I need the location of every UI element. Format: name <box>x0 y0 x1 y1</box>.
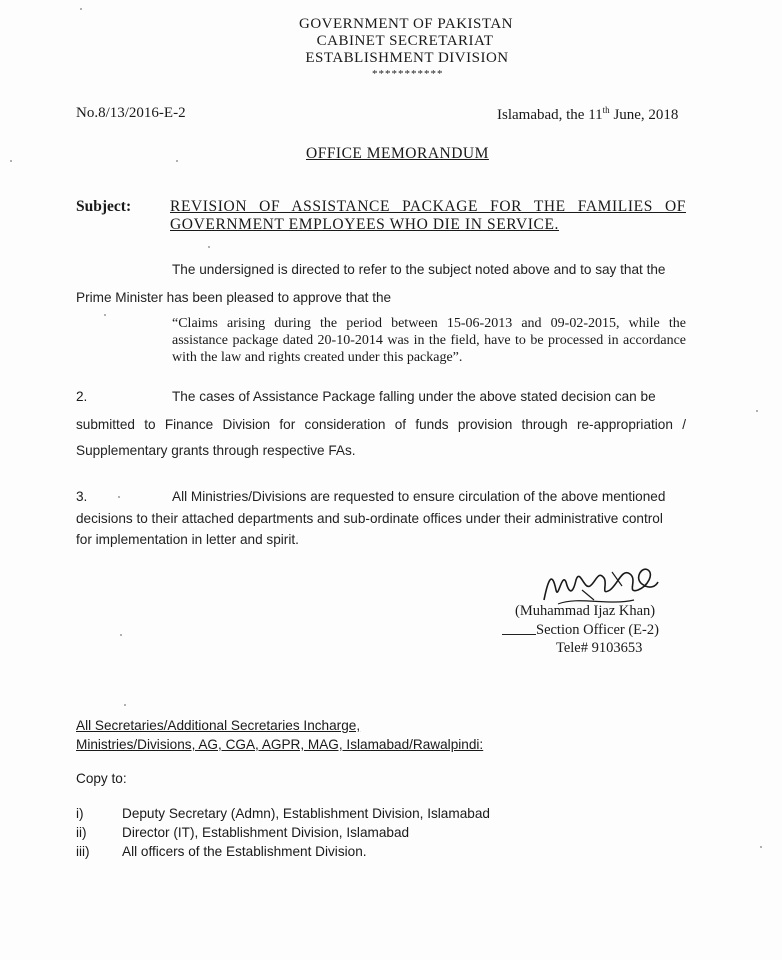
scan-speck <box>104 314 106 316</box>
scan-speck <box>760 846 762 848</box>
para2-line1: The cases of Assistance Package falling under the above stated decision can be <box>172 389 656 404</box>
scan-speck <box>80 8 82 10</box>
para3-number: 3. <box>76 489 88 504</box>
copy-item-number: i) <box>76 806 84 821</box>
reference-number: No.8/13/2016-E-2 <box>76 105 186 121</box>
date-sup: th <box>602 105 610 115</box>
scan-speck <box>118 496 120 498</box>
copy-item-text: Director (IT), Establishment Division, Islamabad <box>122 825 410 840</box>
scan-speck <box>10 160 12 162</box>
memo-date <box>497 105 678 124</box>
header-stars: *********** <box>372 68 444 80</box>
copy-to-label: Copy to: <box>76 771 127 786</box>
header-division: ESTABLISHMENT DIVISION <box>305 50 509 66</box>
scan-speck <box>756 410 758 412</box>
memo-title: OFFICE MEMORANDUM <box>306 145 489 162</box>
subject-label: Subject: <box>76 198 132 215</box>
date-suffix: June, 2018 <box>609 107 679 123</box>
para1-line2: Prime Minister has been pleased to approve that the <box>76 290 392 305</box>
para1-quote: “Claims arising during the period between 15-06-2013 and 09-02-2015, while the assistance package dated 20-10-2014 was in the field, have to be processed in accordance with the law and rights created under this package”. <box>172 316 686 365</box>
header-cabinet: CABINET SECRETARIAT <box>316 33 494 49</box>
scan-speck <box>176 160 178 162</box>
signature-underline <box>502 634 536 635</box>
para2-number: 2. <box>76 389 88 404</box>
copy-item-number: ii) <box>76 825 87 840</box>
header-government: GOVERNMENT OF PAKISTAN <box>299 16 513 32</box>
para3-line3: for implementation in letter and spirit. <box>76 532 299 547</box>
signatory-designation: Section Officer (E-2) <box>536 622 659 638</box>
addressees-line1: All Secretaries/Additional Secretaries Incharge, <box>76 718 361 733</box>
para2-line2: submitted to Finance Division for consideration of funds provision through re-appropriation / <box>76 417 686 432</box>
scan-speck <box>120 634 122 636</box>
para3-line2: decisions to their attached departments and sub-ordinate offices under their administrative control <box>76 511 663 526</box>
date-prefix: Islamabad, the 11 <box>497 107 603 123</box>
addressees-line2: Ministries/Divisions, AG, CGA, AGPR, MAG, Islamabad/Rawalpindi: <box>76 737 484 752</box>
copy-item-text: Deputy Secretary (Admn), Establishment Division, Islamabad <box>122 806 490 821</box>
signatory-tele: Tele# 9103653 <box>556 640 643 656</box>
scan-speck <box>124 704 126 706</box>
copy-item-text: All officers of the Establishment Division. <box>122 844 367 859</box>
copy-item-number: iii) <box>76 844 90 859</box>
para2-line3: Supplementary grants through respective FAs. <box>76 443 356 458</box>
para1-line1: The undersigned is directed to refer to the subject noted above and to say that the <box>172 262 666 277</box>
para3-line1: All Ministries/Divisions are requested to ensure circulation of the above mentioned <box>172 489 666 504</box>
subject-text: REVISION OF ASSISTANCE PACKAGE FOR THE FAMILIES OF GOVERNMENT EMPLOYEES WHO DIE IN SERVICE. <box>170 198 686 233</box>
scan-speck <box>208 246 210 248</box>
signatory-name: (Muhammad Ijaz Khan) <box>515 603 656 619</box>
